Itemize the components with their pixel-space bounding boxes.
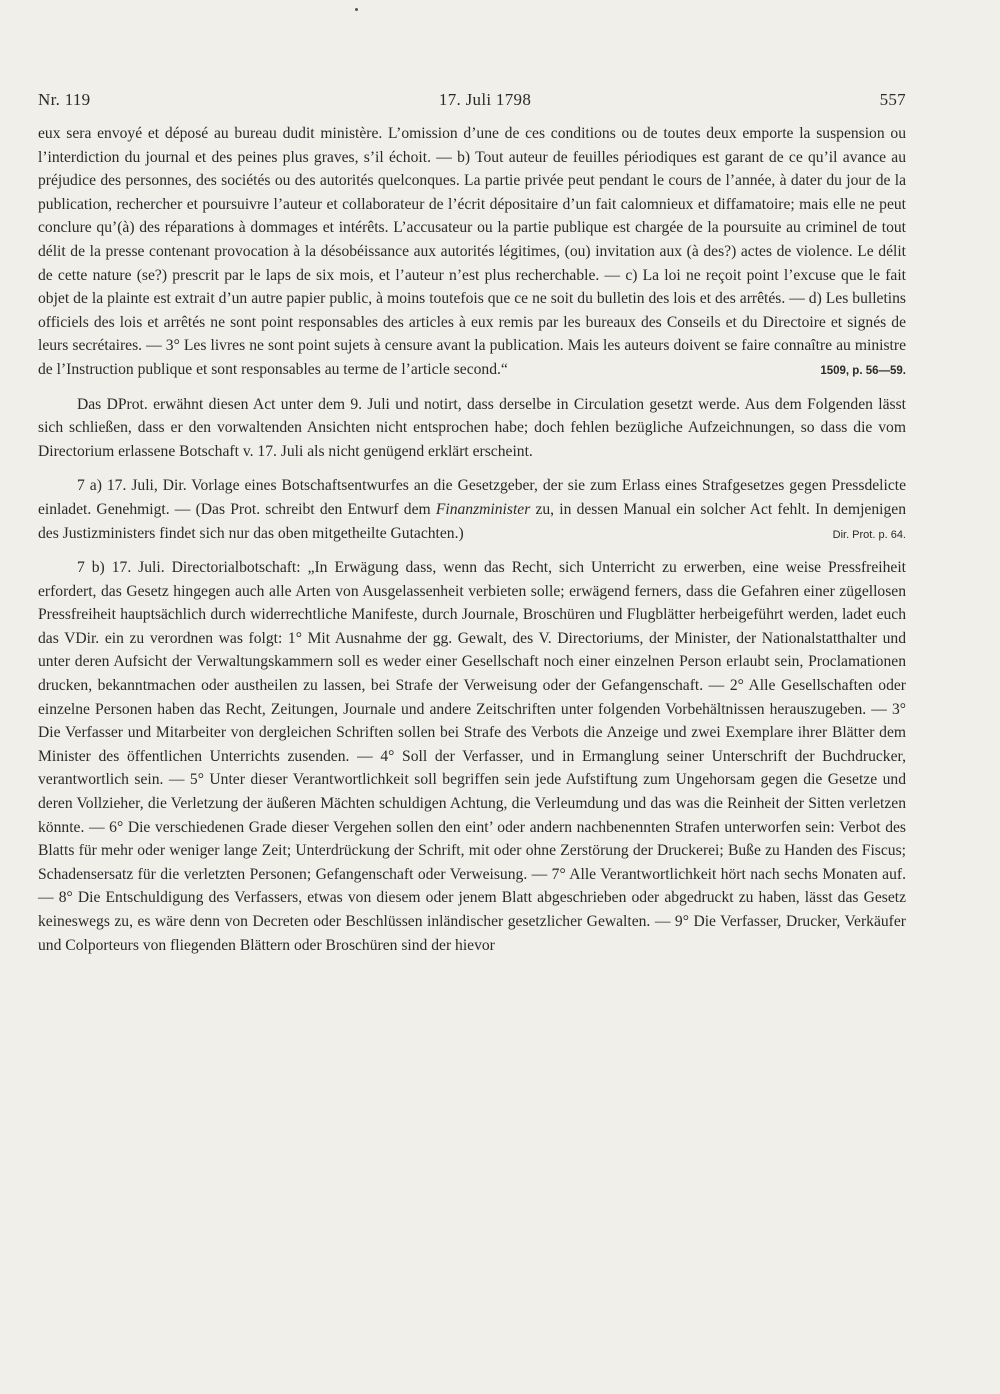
paragraph-text: 7 a) 17. Juli, Dir. Vorlage eines Botschaftsentwurfes an die Gesetzgeber, der sie zum Erlass eines Strafgesetzes gegen Pressdelicte einladet. Genehmigt. — (Das Prot. schreibt den Entwurf dem (38, 477, 906, 518)
running-header (38, 90, 906, 110)
paragraph-text-continued: zu, in dessen Manual ein solcher Act fehlt. In demjenigen des Justizministers findet sich nur das oben mitgetheilte Gutachten.) (38, 500, 907, 542)
paragraph-text: eux sera envoyé et déposé au bureau dudit ministère. L’omission d’une de ces conditions ou de toutes deux emporte la suspension ou l’interdiction du journal et des peines plus graves, s’il échoit. — b) Tout auteur de feuilles périodiques est garant de ce qu’il avance au préjudice des personnes, des sociétés ou des autorités quelconques. La partie privée peut pendant le cours de l’année, à dater du jour de la publication, rechercher et poursuivre l’auteur et collaborateur de l’écrit dépositaire d’un fait calomnieux et diffamatoire; mais elle ne peut conclure qu’(à) des réparations à dommages et intérêts. L’accusateur ou la partie publique est chargée de la poursuite au criminel de tout délit de la presse contenant provocation à la désobéissance aux autorités légitimes, (ou) invitation aux (à des?) actes de violence. Le délit de cette nature (se?) prescrit par le laps de six mois, et l’auteur n’est plus recherchable. — c) La loi ne reçoit point l’excuse que le fait objet de la plainte est extrait d’un autre papier public, à moins toutefois que ce ne soit du bulletin des lois et des arrêtés. — d) Les bulletins officiels des lois et arrêtés ne sont point responsables des articles à eux remis par les bureaux des Conseils et du Directoire et signés de leurs secrétaires. — 3° Les livres ne sont point sujets à censure avant la publication. Mais les auteurs doivent se faire connaître au ministre de l’Instruction publique et sont responsables au terme de l’article second.“ (38, 125, 906, 378)
paragraph-text: 7 b) 17. Juli. Directorialbotschaft: „In Erwägung dass, wenn das Recht, sich Unterricht zu erwerben, eine weise Pressfreiheit erfordert, das Gesetz hingegen auch alle Arten von Ausgelassenheit verbieten solle; erwägend ferners, dass die Gefahren einer zügellosen Pressfreiheit hauptsächlich durch widerrechtliche Manifeste, durch Journale, Broschüren und Flugblätter herbeigeführt werden, ladet euch das VDir. ein zu verordnen was folgt: 1° Mit Ausnahme der gg. Gewalt, des V. Directoriums, der Minister, der Nationalstatthalter und unter deren Aufsicht der Verwaltungskammern soll es weder einer Gesellschaft noch einer einzelnen Person erlaubt sein, Proclamationen drucken, bekanntmachen oder austheilen zu lassen, bei Strafe der Verweisung oder der Gefangenschaft. — 2° Alle Gesellschaften oder einzelne Personen haben das Recht, Zeitungen, Journale und andere Zeitschriften unter folgenden Vorbehältnissen herauszugeben. — 3° Die Verfasser und Mitarbeiter von dergleichen Schriften sollen bei Strafe des Verbots die Anzeige und zwei Exemplare ihrer Blätter dem Minister des öffentlichen Unterrichts zusenden. — 4° Soll der Verfasser, und in Ermanglung seiner Unterschrift der Buchdrucker, verantwortlich sein. — 5° Unter dieser Verantwortlichkeit soll begriffen sein jede Aufstiftung zum Ungehorsam gegen die Gesetze und deren Vollzieher, die Verletzung der äußeren Mächten schuldigen Achtung, die Verleumdung und das was die Reinheit der Sitten verletzen könnte. — 6° Die verschiedenen Grade dieser Vergehen sollen den eint’ oder andern nachbenennten Strafen unterworfen sein: Verbot des Blatts für mehr oder weniger lange Zeit; Unterdrückung der Schrift, mit oder ohne Zerstörung der Druckerei; Buße zu Handen des Fiscus; Schadensersatz für die verletzten Personen; Gefangenschaft oder Verweisung. — 7° Alle Verantwortlichkeit hört nach sechs Monaten auf. — 8° Die Entschuldigung des Verfassers, etwas von diesem oder jenem Blatt abgeschrieben oder abgedruckt zu haben, lässt das Gesetz keineswegs zu, es wäre denn von Decreten oder Beschlüssen inländischer gesetzlicher Gewalten. — 9° Die Verfasser, Drucker, Verkäufer und Colporteurs von fliegenden Blättern oder Broschüren sind der hievor (38, 559, 906, 954)
italic-term: Finanzminister (435, 500, 531, 518)
paragraph-dprot-note (38, 393, 906, 464)
print-speck (355, 8, 358, 11)
paragraph-7a (38, 474, 906, 545)
page (38, 90, 906, 957)
header-date: 17. Juli 1798 (438, 90, 532, 109)
paragraph-french-law (38, 122, 906, 382)
source-reference: 1509, p. 56—59. (820, 364, 906, 377)
source-reference: Dir. Prot. p. 64. (832, 528, 906, 541)
paragraph-text: Das DProt. erwähnt diesen Act unter dem 9. Juli und notirt, dass derselbe in Circulation gesetzt werde. Aus dem Folgenden lässt sich schließen, dass er den vorwaltenden Ansichten nicht entsprochen habe; doch fehlen bezügliche Aufzeichnungen, so dass die vom Directorium erlassene Botschaft v. 17. Juli als nicht genügend erklärt erscheint. (38, 395, 906, 460)
document-number: Nr. 119 (38, 90, 91, 109)
paragraph-7b (38, 556, 906, 957)
page-number: 557 (879, 90, 906, 109)
